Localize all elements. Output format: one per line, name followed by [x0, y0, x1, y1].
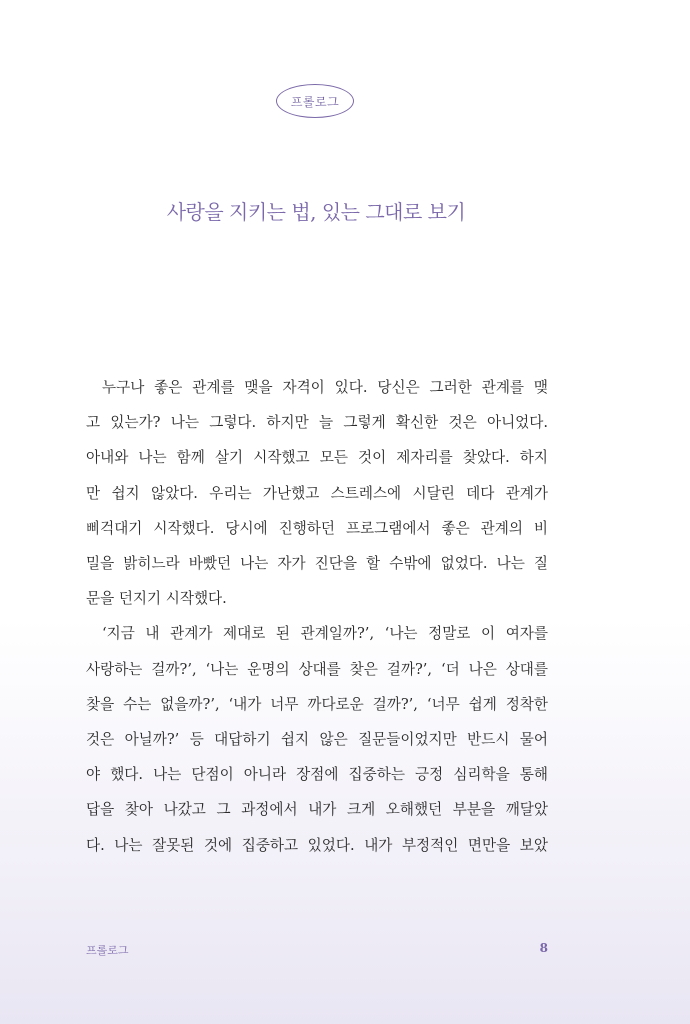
- page-number: 8: [539, 941, 548, 955]
- text-line: 야 했다. 나는 단점이 아니라 장점에 집중하는 긍정 심리학을 통해: [86, 766, 548, 784]
- text-line: 답을 찾아 나갔고 그 과정에서 내가 크게 오해했던 부분을 깨달았: [86, 801, 548, 819]
- text-line: 고 있는가? 나는 그렇다. 하지만 늘 그렇게 확신한 것은 아니었다.: [86, 414, 548, 432]
- text-line: 다. 나는 잘못된 것에 집중하고 있었다. 내가 부정적인 면만을 보았: [86, 836, 548, 854]
- text-line: 아내와 나는 함께 살기 시작했고 모든 것이 제자리를 찾았다. 하지: [86, 449, 548, 467]
- text-line: ‘지금 내 관계가 제대로 된 관계일까?’, ‘나는 정말로 이 여자를: [102, 625, 548, 643]
- body-text: [86, 370, 548, 863]
- text-line: 문을 던지기 시작했다.: [86, 590, 227, 608]
- text-line: 찾을 수는 없을까?’, ‘내가 너무 까다로운 걸까?’, ‘너무 쉽게 정착한: [86, 695, 548, 713]
- text-line: 삐걱대기 시작했다. 당시에 진행하던 프로그램에서 좋은 관계의 비: [86, 519, 548, 537]
- text-line: 것은 아닐까?’ 등 대답하기 쉽지 않은 질문들이었지만 반드시 물어: [86, 731, 548, 749]
- paragraph-2: [86, 616, 548, 862]
- chapter-title: 사랑을 지키는 법, 있는 그대로 보기: [166, 200, 466, 224]
- paragraph-1: [86, 370, 548, 616]
- section-badge: 프롤로그: [276, 84, 354, 118]
- running-footer-section: 프롤로그: [86, 944, 129, 957]
- text-line: 누구나 좋은 관계를 맺을 자격이 있다. 당신은 그러한 관계를 맺: [102, 379, 548, 396]
- text-line: 만 쉽지 않았다. 우리는 가난했고 스트레스에 시달린 데다 관계가: [86, 484, 548, 502]
- text-line: 밀을 밝히느라 바빴던 나는 자가 진단을 할 수밖에 없었다. 나는 질: [86, 555, 548, 573]
- text-line: 사랑하는 걸까?’, ‘나는 운명의 상대를 찾은 걸까?’, ‘더 나은 상대를: [86, 660, 548, 678]
